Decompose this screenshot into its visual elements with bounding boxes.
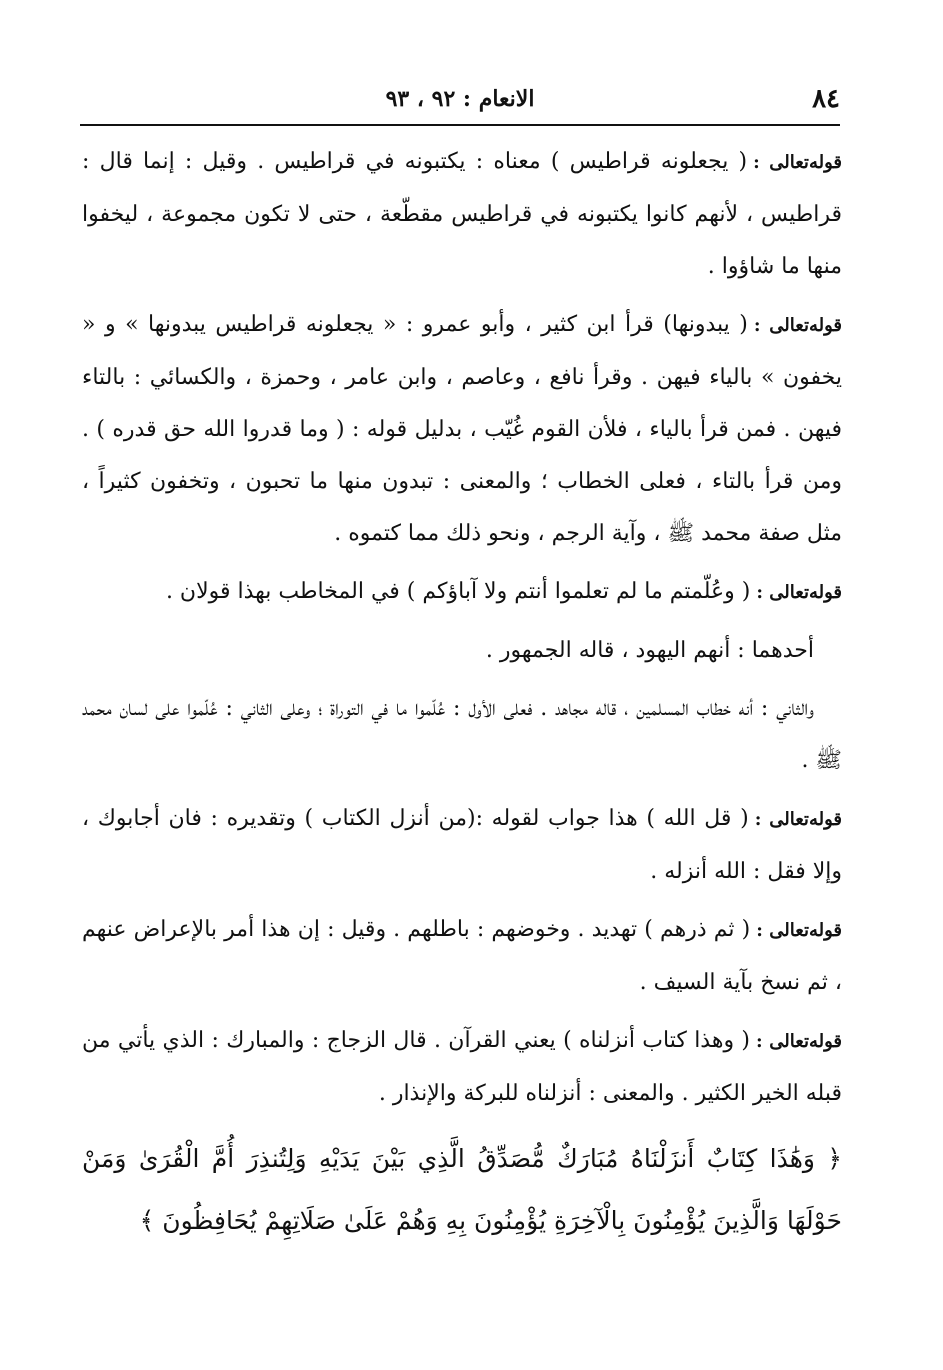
paragraph-text: والثاني : أنه خطاب المسلمين ، قاله مجاهد . فعلى الأول : عُلّموا ما في التوراة ؛ وعلى الثاني : عُلّموا على لسان محمد ﷺ . (82, 696, 842, 773)
page-header (80, 84, 840, 124)
commentary-lemma: قوله‌تعالى : (754, 809, 842, 830)
paragraph-1 (82, 136, 842, 293)
paragraph-text: أحدهما : أنهم اليهود ، قاله الجمهور . (485, 638, 814, 663)
page-number: ٨٤ (812, 84, 840, 114)
commentary-lemma: قوله‌تعالى : (756, 1031, 842, 1052)
quran-verse: ﴿ وَهَٰذَا كِتَابٌ أَنزَلْنَاهُ مُبَارَكٌ مُّصَدِّقُ الَّذِي بَيْنَ يَدَيْهِ وَلِتُنذِرَ أُمَّ الْقُرَىٰ وَمَنْ حَوْلَهَا وَالَّذِينَ يُؤْمِنُونَ بِالْآخِرَةِ يُؤْمِنُونَ بِهِ وَهُمْ عَلَىٰ صَلَاتِهِمْ يُحَافِظُونَ ﴾ (82, 1144, 842, 1235)
page-body (82, 136, 842, 1258)
running-title: الانعام : ٩٢ ، ٩٣ (385, 86, 535, 112)
paragraph-7 (82, 904, 842, 1009)
paragraph-text: ( ثم ذرهم ) تهديد . وخوضهم : باطلهم . وقيل : إن هذا أمر بالإعراض عنهم ، ثم نسخ بآية السيف . (82, 917, 842, 995)
paragraph-5 (82, 683, 842, 787)
paragraph-6 (82, 793, 842, 898)
header-rule (80, 124, 840, 126)
commentary-lemma: قوله‌تعالى : (753, 152, 842, 173)
paragraph-4 (82, 625, 842, 677)
paragraph-2 (82, 299, 842, 560)
paragraph-text: ( قل الله ) هذا جواب لقوله :(من أنزل الكتاب ) وتقديره : فان أجابوك ، وإلا فقل : الله أنزله . (82, 806, 842, 884)
commentary-lemma: قوله‌تعالى : (753, 315, 842, 336)
paragraph-text: ( يبدونها) قرأ ابن كثير ، وأبو عمرو : « يجعلونه قراطيس يبدونها » و « يخفون » بالياء فيهن . وقرأ نافع ، وعاصم ، وابن عامر ، وحمزة ، والكسائي : بالتاء فيهن . فمن قرأ بالياء ، فلأن القوم غُيّب ، بدليل قوله : ( وما قدروا الله حق قدره ) . ومن قرأ بالتاء ، فعلى الخطاب ؛ والمعنى : تبدون منها ما تحبون ، وتخفون كثيراً ، مثل صفة محمد ﷺ ، وآية الرجم ، ونحو ذلك مما كتموه . (82, 312, 842, 546)
commentary-lemma: قوله‌تعالى : (756, 920, 842, 941)
paragraph-text: ( وعُلّمتم ما لم تعلموا أنتم ولا آباؤكم ) في المخاطب بهذا قولان . (165, 579, 751, 604)
paragraph-text: ( يجعلونه قراطيس ) معناه : يكتبونه في قراطيس . وقيل : إنما قال : قراطيس ، لأنهم كانوا يكتبونه في قراطيس مقطّعة ، حتى لا تكون مجموعة ، ليخفوا منها ما شاؤوا . (82, 149, 842, 279)
paragraph-3 (82, 566, 842, 619)
paragraph-text: ( وهذا كتاب أنزلناه ) يعني القرآن . قال الزجاج : والمبارك : الذي يأتي من قبله الخير الكثير . والمعنى : أنزلناه للبركة والإنذار . (82, 1028, 842, 1106)
commentary-lemma: قوله‌تعالى : (756, 582, 842, 603)
paragraph-8 (82, 1015, 842, 1120)
